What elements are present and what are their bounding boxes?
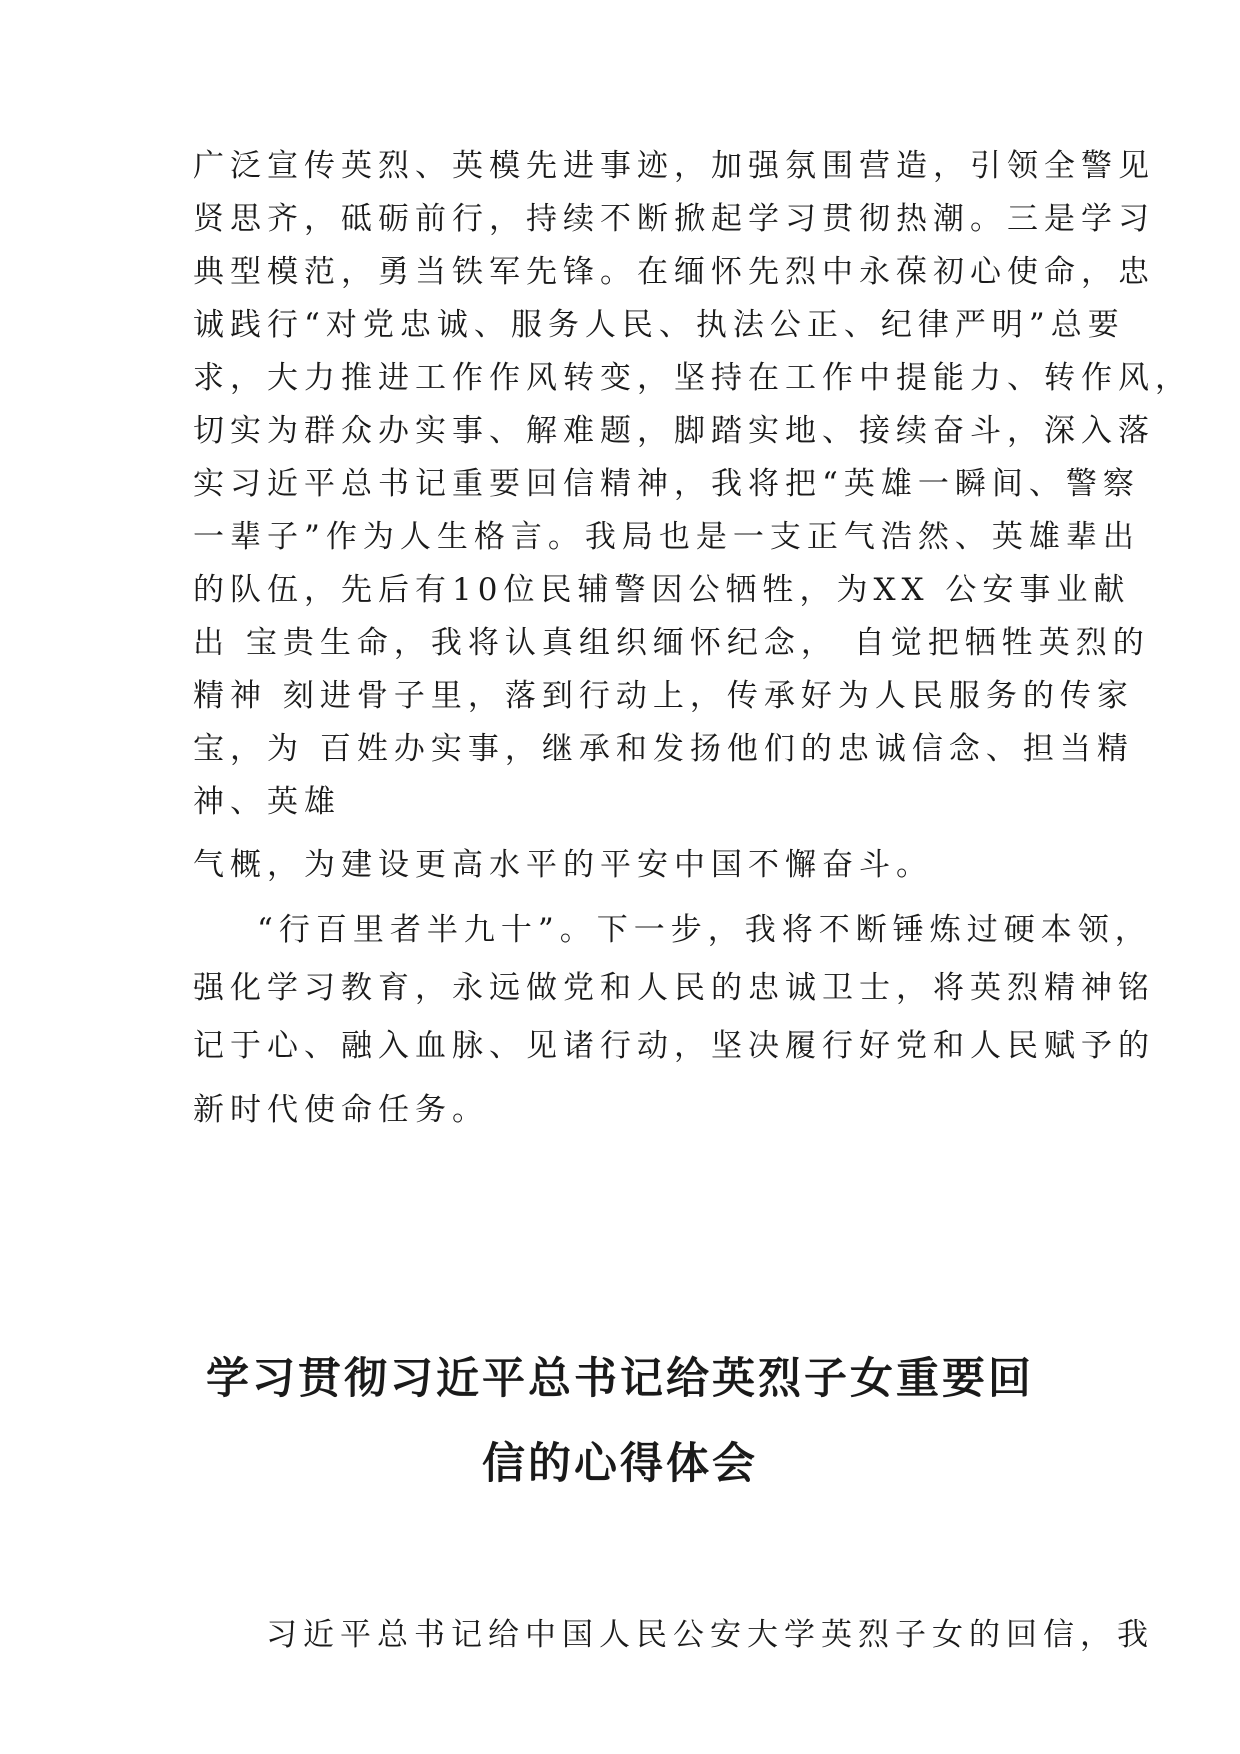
- text-line: 宝，为 百姓办实事，继承和发扬他们的忠诚信念、担当精: [193, 731, 1134, 767]
- text-line: 诚践行“对党忠诚、服务人民、执法公正、纪律严明”总要: [193, 307, 1125, 343]
- text-line: 典型模范，勇当铁军先锋。在缅怀先烈中永葆初心使命，忠: [193, 254, 1155, 290]
- text-line: 一辈子”作为人生格言。我局也是一支正气浩然、英雄辈出: [193, 519, 1140, 555]
- text-line: 出 宝贵生命，我将认真组织缅怀纪念， 自觉把牺牲英烈的: [193, 625, 1150, 661]
- text-line: 精神 刻进骨子里，落到行动上，传承好为人民服务的传家: [193, 678, 1134, 714]
- text-line: 广泛宣传英烈、英模先进事迹，加强氛围营造，引领全警见: [193, 148, 1155, 184]
- text-line: 习近平总书记给中国人民公安大学英烈子女的回信，我: [266, 1617, 1154, 1653]
- heading-line: 学习贯彻习近平总书记给英烈子女重要回: [206, 1354, 1034, 1404]
- heading-line: 信的心得体会: [482, 1439, 758, 1489]
- text-line: 实习近平总书记重要回信精神，我将把“英雄一瞬间、警察: [193, 466, 1140, 502]
- text-line: 气概，为建设更高水平的平安中国不懈奋斗。: [193, 847, 933, 883]
- text-line: 新时代使命任务。: [193, 1092, 489, 1128]
- text-line: 的队伍，先后有10位民辅警因公牺牲，为XX 公安事业献: [193, 572, 1131, 608]
- text-line: 贤思齐，砥砺前行，持续不断掀起学习贯彻热潮。三是学习: [193, 201, 1155, 237]
- text-line: 神、英雄: [193, 784, 341, 820]
- text-line: 求，大力推进工作作风转变，坚持在工作中提能力、转作风，: [193, 360, 1192, 396]
- text-line: 记于心、融入血脉、见诸行动，坚决履行好党和人民赋予的: [193, 1028, 1155, 1064]
- text-line: 强化学习教育，永远做党和人民的忠诚卫士，将英烈精神铭: [193, 970, 1155, 1006]
- text-line: 切实为群众办实事、解难题，脚踏实地、接续奋斗，深入落: [193, 413, 1155, 449]
- text-line: “行百里者半九十”。下一步，我将不断锤炼过硬本领，: [257, 912, 1152, 948]
